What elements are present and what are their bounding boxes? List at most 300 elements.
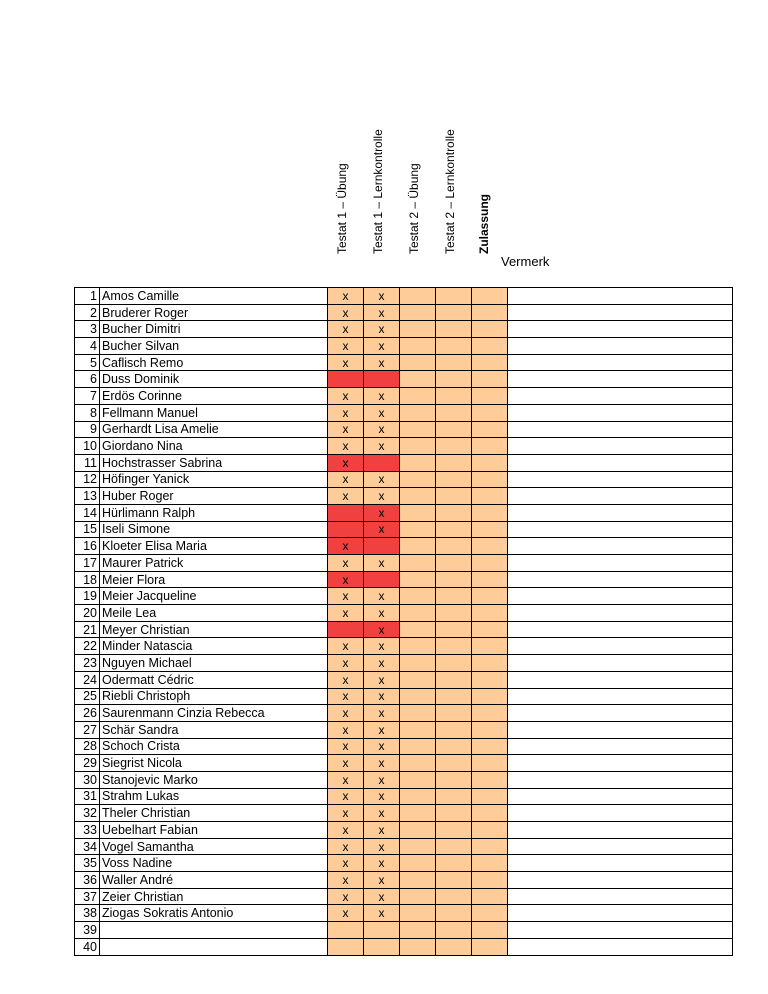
student-name: Stanojevic Marko bbox=[100, 771, 328, 788]
zulassung-cell bbox=[472, 788, 508, 805]
header-testat1-uebung bbox=[324, 0, 360, 268]
vermerk-cell bbox=[508, 521, 733, 538]
testat2-uebung-cell bbox=[400, 571, 436, 588]
testat2-lernkontrolle-cell bbox=[436, 721, 472, 738]
testat1-lernkontrolle-cell: x bbox=[364, 771, 400, 788]
student-name: Minder Natascia bbox=[100, 638, 328, 655]
vermerk-cell bbox=[508, 855, 733, 872]
zulassung-cell bbox=[472, 938, 508, 955]
student-name: Theler Christian bbox=[100, 805, 328, 822]
testat2-lernkontrolle-cell bbox=[436, 755, 472, 772]
row-number: 2 bbox=[75, 304, 100, 321]
table-row bbox=[75, 888, 733, 905]
vermerk-cell bbox=[508, 354, 733, 371]
testat2-uebung-cell bbox=[400, 721, 436, 738]
student-name: Huber Roger bbox=[100, 488, 328, 505]
testat2-lernkontrolle-cell bbox=[436, 872, 472, 889]
student-name: Vogel Samantha bbox=[100, 838, 328, 855]
table-row bbox=[75, 388, 733, 405]
testat1-uebung-cell: x bbox=[328, 605, 364, 622]
student-name: Hochstrasser Sabrina bbox=[100, 454, 328, 471]
table-row bbox=[75, 788, 733, 805]
testat1-uebung-cell: x bbox=[328, 638, 364, 655]
table-row bbox=[75, 421, 733, 438]
testat2-lernkontrolle-cell bbox=[436, 354, 472, 371]
student-name: Bucher Dimitri bbox=[100, 321, 328, 338]
row-number: 20 bbox=[75, 605, 100, 622]
zulassung-cell bbox=[472, 755, 508, 772]
vermerk-cell bbox=[508, 888, 733, 905]
testat2-lernkontrolle-cell bbox=[436, 421, 472, 438]
testat2-lernkontrolle-cell bbox=[436, 555, 472, 572]
zulassung-cell bbox=[472, 588, 508, 605]
testat1-lernkontrolle-cell: x bbox=[364, 438, 400, 455]
vermerk-cell bbox=[508, 872, 733, 889]
testat1-uebung-cell: x bbox=[328, 388, 364, 405]
testat2-lernkontrolle-cell bbox=[436, 488, 472, 505]
student-name: Waller André bbox=[100, 872, 328, 889]
testat1-lernkontrolle-cell: x bbox=[364, 588, 400, 605]
student-table bbox=[74, 287, 733, 956]
row-number: 14 bbox=[75, 504, 100, 521]
row-number: 31 bbox=[75, 788, 100, 805]
zulassung-cell bbox=[472, 438, 508, 455]
table-row bbox=[75, 371, 733, 388]
testat1-uebung-cell: x bbox=[328, 555, 364, 572]
testat2-uebung-cell bbox=[400, 555, 436, 572]
testat1-lernkontrolle-cell: x bbox=[364, 621, 400, 638]
table-row bbox=[75, 705, 733, 722]
table-row bbox=[75, 538, 733, 555]
testat1-lernkontrolle-cell: x bbox=[364, 504, 400, 521]
testat1-uebung-cell: x bbox=[328, 855, 364, 872]
testat2-lernkontrolle-cell bbox=[436, 504, 472, 521]
testat1-uebung-cell: x bbox=[328, 655, 364, 672]
vermerk-cell bbox=[508, 421, 733, 438]
vermerk-cell bbox=[508, 588, 733, 605]
student-name: Nguyen Michael bbox=[100, 655, 328, 672]
vermerk-cell bbox=[508, 404, 733, 421]
table-row bbox=[75, 838, 733, 855]
student-name: Riebli Christoph bbox=[100, 688, 328, 705]
zulassung-cell bbox=[472, 354, 508, 371]
vermerk-cell bbox=[508, 822, 733, 839]
testat2-lernkontrolle-cell bbox=[436, 888, 472, 905]
row-number: 34 bbox=[75, 838, 100, 855]
testat1-uebung-cell: x bbox=[328, 838, 364, 855]
zulassung-cell bbox=[472, 288, 508, 305]
testat2-lernkontrolle-cell bbox=[436, 788, 472, 805]
testat1-lernkontrolle-cell: x bbox=[364, 388, 400, 405]
vermerk-cell bbox=[508, 771, 733, 788]
testat1-lernkontrolle-cell: x bbox=[364, 404, 400, 421]
zulassung-cell bbox=[472, 321, 508, 338]
testat2-uebung-cell bbox=[400, 805, 436, 822]
row-number: 29 bbox=[75, 755, 100, 772]
student-name: Caflisch Remo bbox=[100, 354, 328, 371]
testat1-uebung-cell bbox=[328, 938, 364, 955]
zulassung-cell bbox=[472, 571, 508, 588]
student-name: Zeier Christian bbox=[100, 888, 328, 905]
testat2-uebung-cell bbox=[400, 771, 436, 788]
testat1-uebung-cell: x bbox=[328, 471, 364, 488]
testat1-lernkontrolle-cell: x bbox=[364, 822, 400, 839]
row-number: 11 bbox=[75, 454, 100, 471]
testat2-lernkontrolle-cell bbox=[436, 621, 472, 638]
student-name: Fellmann Manuel bbox=[100, 404, 328, 421]
student-name: Hürlimann Ralph bbox=[100, 504, 328, 521]
vermerk-cell bbox=[508, 605, 733, 622]
testat2-uebung-cell bbox=[400, 521, 436, 538]
testat2-lernkontrolle-cell bbox=[436, 338, 472, 355]
row-number: 36 bbox=[75, 872, 100, 889]
testat2-lernkontrolle-cell bbox=[436, 538, 472, 555]
row-number: 7 bbox=[75, 388, 100, 405]
testat1-uebung-cell: x bbox=[328, 721, 364, 738]
row-number: 24 bbox=[75, 671, 100, 688]
row-number: 26 bbox=[75, 705, 100, 722]
table-row bbox=[75, 671, 733, 688]
testat1-uebung-cell: x bbox=[328, 488, 364, 505]
vermerk-cell bbox=[508, 905, 733, 922]
testat2-uebung-cell bbox=[400, 788, 436, 805]
testat1-uebung-cell: x bbox=[328, 788, 364, 805]
testat1-lernkontrolle-cell: x bbox=[364, 671, 400, 688]
vermerk-cell bbox=[508, 454, 733, 471]
row-number: 5 bbox=[75, 354, 100, 371]
testat1-lernkontrolle-cell: x bbox=[364, 488, 400, 505]
zulassung-cell bbox=[472, 621, 508, 638]
testat2-uebung-cell bbox=[400, 488, 436, 505]
student-name: Gerhardt Lisa Amelie bbox=[100, 421, 328, 438]
student-name: Meyer Christian bbox=[100, 621, 328, 638]
testat2-lernkontrolle-cell bbox=[436, 438, 472, 455]
testat2-uebung-cell bbox=[400, 388, 436, 405]
testat1-uebung-cell: x bbox=[328, 755, 364, 772]
vermerk-cell bbox=[508, 655, 733, 672]
testat1-lernkontrolle-cell: x bbox=[364, 555, 400, 572]
testat2-lernkontrolle-cell bbox=[436, 705, 472, 722]
vermerk-cell bbox=[508, 721, 733, 738]
testat1-uebung-cell: x bbox=[328, 404, 364, 421]
row-number: 27 bbox=[75, 721, 100, 738]
row-number: 28 bbox=[75, 738, 100, 755]
testat1-lernkontrolle-cell: x bbox=[364, 838, 400, 855]
testat1-lernkontrolle-cell: x bbox=[364, 605, 400, 622]
testat2-uebung-cell bbox=[400, 922, 436, 939]
testat2-lernkontrolle-cell bbox=[436, 688, 472, 705]
row-number: 6 bbox=[75, 371, 100, 388]
testat2-lernkontrolle-cell bbox=[436, 655, 472, 672]
zulassung-cell bbox=[472, 905, 508, 922]
testat1-uebung-cell: x bbox=[328, 738, 364, 755]
testat1-lernkontrolle-cell: x bbox=[364, 888, 400, 905]
student-name: Schoch Crista bbox=[100, 738, 328, 755]
row-number: 21 bbox=[75, 621, 100, 638]
testat1-uebung-cell: x bbox=[328, 822, 364, 839]
vermerk-cell bbox=[508, 788, 733, 805]
vermerk-cell bbox=[508, 922, 733, 939]
header-label: Testat 2 – Übung bbox=[407, 163, 421, 254]
testat1-uebung-cell: x bbox=[328, 771, 364, 788]
testat2-uebung-cell bbox=[400, 872, 436, 889]
testat1-lernkontrolle-cell: x bbox=[364, 521, 400, 538]
testat2-uebung-cell bbox=[400, 855, 436, 872]
table-row bbox=[75, 771, 733, 788]
vermerk-cell bbox=[508, 705, 733, 722]
table-row bbox=[75, 454, 733, 471]
vermerk-cell bbox=[508, 304, 733, 321]
zulassung-cell bbox=[472, 388, 508, 405]
testat1-uebung-cell: x bbox=[328, 321, 364, 338]
testat2-uebung-cell bbox=[400, 655, 436, 672]
testat1-uebung-cell: x bbox=[328, 588, 364, 605]
zulassung-cell bbox=[472, 521, 508, 538]
zulassung-cell bbox=[472, 504, 508, 521]
header-label: Testat 1 – Übung bbox=[335, 163, 349, 254]
vermerk-cell bbox=[508, 738, 733, 755]
zulassung-cell bbox=[472, 872, 508, 889]
row-number: 16 bbox=[75, 538, 100, 555]
testat1-lernkontrolle-cell: x bbox=[364, 788, 400, 805]
row-number: 3 bbox=[75, 321, 100, 338]
testat2-uebung-cell bbox=[400, 755, 436, 772]
testat2-uebung-cell bbox=[400, 888, 436, 905]
student-name: Ziogas Sokratis Antonio bbox=[100, 905, 328, 922]
vermerk-cell bbox=[508, 488, 733, 505]
row-number: 39 bbox=[75, 922, 100, 939]
testat2-lernkontrolle-cell bbox=[436, 521, 472, 538]
row-number: 15 bbox=[75, 521, 100, 538]
student-name: Bucher Silvan bbox=[100, 338, 328, 355]
testat1-lernkontrolle-cell bbox=[364, 938, 400, 955]
row-number: 9 bbox=[75, 421, 100, 438]
zulassung-cell bbox=[472, 304, 508, 321]
zulassung-cell bbox=[472, 471, 508, 488]
testat1-lernkontrolle-cell bbox=[364, 571, 400, 588]
student-name: Meier Jacqueline bbox=[100, 588, 328, 605]
student-name: Kloeter Elisa Maria bbox=[100, 538, 328, 555]
testat2-lernkontrolle-cell bbox=[436, 771, 472, 788]
row-number: 25 bbox=[75, 688, 100, 705]
student-name: Saurenmann Cinzia Rebecca bbox=[100, 705, 328, 722]
testat1-lernkontrolle-cell: x bbox=[364, 288, 400, 305]
zulassung-cell bbox=[472, 655, 508, 672]
table-row bbox=[75, 721, 733, 738]
testat2-uebung-cell bbox=[400, 288, 436, 305]
table-row bbox=[75, 304, 733, 321]
testat2-uebung-cell bbox=[400, 588, 436, 605]
testat2-lernkontrolle-cell bbox=[436, 288, 472, 305]
student-name: Siegrist Nicola bbox=[100, 755, 328, 772]
student-name bbox=[100, 922, 328, 939]
testat1-lernkontrolle-cell: x bbox=[364, 805, 400, 822]
testat1-lernkontrolle-cell bbox=[364, 371, 400, 388]
row-number: 10 bbox=[75, 438, 100, 455]
vermerk-cell bbox=[508, 538, 733, 555]
testat2-lernkontrolle-cell bbox=[436, 805, 472, 822]
testat2-lernkontrolle-cell bbox=[436, 905, 472, 922]
student-name: Maurer Patrick bbox=[100, 555, 328, 572]
row-number: 33 bbox=[75, 822, 100, 839]
student-name: Giordano Nina bbox=[100, 438, 328, 455]
row-number: 17 bbox=[75, 555, 100, 572]
testat2-uebung-cell bbox=[400, 538, 436, 555]
student-name: Bruderer Roger bbox=[100, 304, 328, 321]
zulassung-cell bbox=[472, 855, 508, 872]
testat1-uebung-cell: x bbox=[328, 688, 364, 705]
table-row bbox=[75, 621, 733, 638]
vermerk-cell bbox=[508, 504, 733, 521]
testat2-lernkontrolle-cell bbox=[436, 588, 472, 605]
testat2-uebung-cell bbox=[400, 822, 436, 839]
testat1-uebung-cell: x bbox=[328, 538, 364, 555]
student-name: Meile Lea bbox=[100, 605, 328, 622]
testat1-lernkontrolle-cell: x bbox=[364, 755, 400, 772]
testat1-lernkontrolle-cell: x bbox=[364, 638, 400, 655]
vermerk-cell bbox=[508, 571, 733, 588]
table-row bbox=[75, 905, 733, 922]
table-row bbox=[75, 855, 733, 872]
table-row bbox=[75, 338, 733, 355]
table-row bbox=[75, 822, 733, 839]
testat2-uebung-cell bbox=[400, 471, 436, 488]
table-row bbox=[75, 805, 733, 822]
zulassung-cell bbox=[472, 371, 508, 388]
testat2-lernkontrolle-cell bbox=[436, 855, 472, 872]
testat2-uebung-cell bbox=[400, 838, 436, 855]
student-name: Voss Nadine bbox=[100, 855, 328, 872]
zulassung-cell bbox=[472, 705, 508, 722]
vermerk-cell bbox=[508, 471, 733, 488]
zulassung-cell bbox=[472, 688, 508, 705]
table-row bbox=[75, 688, 733, 705]
table-row bbox=[75, 521, 733, 538]
header-label: Testat 2 – Lernkontrolle bbox=[443, 129, 457, 254]
table-row bbox=[75, 438, 733, 455]
testat1-lernkontrolle-cell: x bbox=[364, 872, 400, 889]
vermerk-cell bbox=[508, 688, 733, 705]
header-testat1-lernkontrolle bbox=[360, 0, 396, 268]
testat1-lernkontrolle-cell: x bbox=[364, 321, 400, 338]
vermerk-cell bbox=[508, 755, 733, 772]
table-row bbox=[75, 755, 733, 772]
testat2-uebung-cell bbox=[400, 454, 436, 471]
zulassung-cell bbox=[472, 838, 508, 855]
zulassung-cell bbox=[472, 771, 508, 788]
student-name: Höfinger Yanick bbox=[100, 471, 328, 488]
testat1-lernkontrolle-cell bbox=[364, 922, 400, 939]
vermerk-cell bbox=[508, 638, 733, 655]
testat1-lernkontrolle-cell: x bbox=[364, 354, 400, 371]
testat2-lernkontrolle-cell bbox=[436, 454, 472, 471]
testat1-uebung-cell: x bbox=[328, 905, 364, 922]
testat2-lernkontrolle-cell bbox=[436, 838, 472, 855]
vermerk-cell bbox=[508, 555, 733, 572]
testat1-uebung-cell bbox=[328, 504, 364, 521]
testat1-lernkontrolle-cell: x bbox=[364, 655, 400, 672]
testat2-uebung-cell bbox=[400, 905, 436, 922]
row-number: 4 bbox=[75, 338, 100, 355]
header-vermerk: Vermerk bbox=[501, 254, 550, 269]
testat1-uebung-cell: x bbox=[328, 421, 364, 438]
student-name: Uebelhart Fabian bbox=[100, 822, 328, 839]
testat2-uebung-cell bbox=[400, 688, 436, 705]
table-row bbox=[75, 922, 733, 939]
testat2-lernkontrolle-cell bbox=[436, 371, 472, 388]
student-rows bbox=[75, 288, 733, 956]
testat2-lernkontrolle-cell bbox=[436, 605, 472, 622]
testat1-lernkontrolle-cell: x bbox=[364, 304, 400, 321]
testat1-uebung-cell: x bbox=[328, 288, 364, 305]
testat1-uebung-cell bbox=[328, 371, 364, 388]
testat1-lernkontrolle-cell: x bbox=[364, 338, 400, 355]
table-row bbox=[75, 471, 733, 488]
vermerk-cell bbox=[508, 288, 733, 305]
testat2-uebung-cell bbox=[400, 504, 436, 521]
vermerk-cell bbox=[508, 621, 733, 638]
testat1-lernkontrolle-cell: x bbox=[364, 905, 400, 922]
zulassung-cell bbox=[472, 671, 508, 688]
testat1-lernkontrolle-cell: x bbox=[364, 688, 400, 705]
testat2-lernkontrolle-cell bbox=[436, 922, 472, 939]
zulassung-cell bbox=[472, 538, 508, 555]
row-number: 8 bbox=[75, 404, 100, 421]
testat2-uebung-cell bbox=[400, 438, 436, 455]
table-row bbox=[75, 288, 733, 305]
testat1-uebung-cell bbox=[328, 521, 364, 538]
testat1-uebung-cell: x bbox=[328, 888, 364, 905]
testat2-lernkontrolle-cell bbox=[436, 822, 472, 839]
row-number: 19 bbox=[75, 588, 100, 605]
header-zulassung bbox=[466, 0, 502, 268]
student-name: Erdös Corinne bbox=[100, 388, 328, 405]
testat1-lernkontrolle-cell: x bbox=[364, 471, 400, 488]
testat2-uebung-cell bbox=[400, 671, 436, 688]
table-row bbox=[75, 504, 733, 521]
student-name: Duss Dominik bbox=[100, 371, 328, 388]
vermerk-cell bbox=[508, 671, 733, 688]
table-row bbox=[75, 404, 733, 421]
row-number: 38 bbox=[75, 905, 100, 922]
zulassung-cell bbox=[472, 338, 508, 355]
vermerk-cell bbox=[508, 805, 733, 822]
row-number: 22 bbox=[75, 638, 100, 655]
vermerk-cell bbox=[508, 838, 733, 855]
row-number: 18 bbox=[75, 571, 100, 588]
zulassung-cell bbox=[472, 488, 508, 505]
zulassung-cell bbox=[472, 888, 508, 905]
testat1-lernkontrolle-cell bbox=[364, 538, 400, 555]
testat2-lernkontrolle-cell bbox=[436, 571, 472, 588]
testat1-uebung-cell bbox=[328, 621, 364, 638]
testat1-uebung-cell: x bbox=[328, 454, 364, 471]
row-number: 12 bbox=[75, 471, 100, 488]
testat1-lernkontrolle-cell: x bbox=[364, 705, 400, 722]
testat2-uebung-cell bbox=[400, 638, 436, 655]
testat1-lernkontrolle-cell: x bbox=[364, 721, 400, 738]
testat1-uebung-cell: x bbox=[328, 705, 364, 722]
table-row bbox=[75, 938, 733, 955]
testat2-uebung-cell bbox=[400, 621, 436, 638]
testat1-lernkontrolle-cell: x bbox=[364, 421, 400, 438]
testat1-uebung-cell bbox=[328, 922, 364, 939]
row-number: 30 bbox=[75, 771, 100, 788]
zulassung-cell bbox=[472, 421, 508, 438]
header-label: Testat 1 – Lernkontrolle bbox=[371, 129, 385, 254]
testat1-uebung-cell: x bbox=[328, 438, 364, 455]
row-number: 1 bbox=[75, 288, 100, 305]
